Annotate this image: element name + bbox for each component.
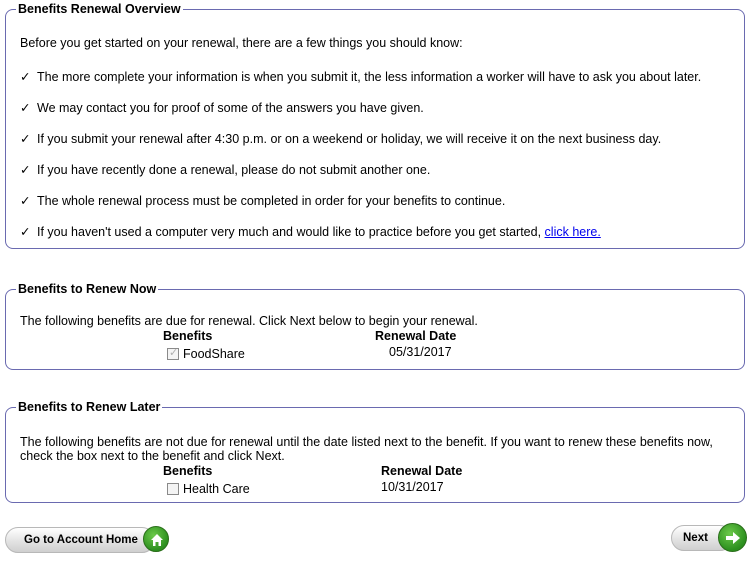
overview-item-text: We may contact you for proof of some of the answers you have given. [37,101,424,115]
renew-later-intro-line2: check the box next to the benefit and click Next. [20,449,285,463]
checkmark-icon: ✓ [20,70,31,84]
overview-item [20,193,505,208]
overview-item-text: The more complete your information is when you submit it, the less information a worker will have to ask you about later. [37,70,702,84]
overview-section [5,2,745,249]
renewal-date: 10/31/2017 [381,480,444,494]
overview-item-text: If you submit your renewal after 4:30 p.m. or on a weekend or holiday, we will receive it on the next business day. [37,132,662,146]
checkmark-icon: ✓ [20,225,31,239]
checkmark-icon: ✓ [20,132,31,146]
renew-now-section [5,282,745,370]
overview-item-text: The whole renewal process must be completed in order for your benefits to continue. [37,194,506,208]
account-home-button[interactable] [5,526,170,554]
arrow-right-icon [718,523,747,552]
overview-item [20,131,661,146]
home-icon [143,526,169,552]
renewal-date: 05/31/2017 [389,345,452,359]
renew-later-intro-line1: The following benefits are not due for renewal until the date listed next to the benefit. If you want to renew these benefits now, [20,435,713,449]
renewal-date-column-header: Renewal Date [381,464,463,478]
foodshare-checkbox [167,348,179,360]
renew-now-intro: The following benefits are due for renewal. Click Next below to begin your renewal. [20,314,478,328]
benefits-column-header: Benefits [163,464,213,478]
checkmark-icon: ✓ [20,101,31,115]
overview-item [20,162,430,177]
health-care-checkbox[interactable] [167,483,179,495]
account-home-label: Go to Account Home [5,527,155,553]
overview-legend: Benefits Renewal Overview [18,2,181,16]
overview-item [20,100,424,115]
overview-item [20,224,601,239]
overview-intro: Before you get started on your renewal, there are a few things you should know: [20,36,463,50]
benefit-name: Health Care [183,482,250,496]
next-button[interactable] [671,523,748,553]
practice-link[interactable]: click here. [544,225,601,239]
renewal-date-column-header: Renewal Date [375,329,457,343]
overview-item-text: If you have recently done a renewal, please do not submit another one. [37,163,431,177]
overview-item [20,69,701,84]
renew-later-legend: Benefits to Renew Later [18,400,161,414]
benefit-name: FoodShare [183,347,245,361]
checkmark-icon: ✓ [20,163,31,177]
next-label: Next [671,525,733,551]
renew-now-legend: Benefits to Renew Now [18,282,157,296]
checkmark-icon: ✓ [20,194,31,208]
renew-later-section [5,400,745,503]
benefits-column-header: Benefits [163,329,213,343]
overview-item-text: If you haven't used a computer very much and would like to practice before you get started, [37,225,542,239]
